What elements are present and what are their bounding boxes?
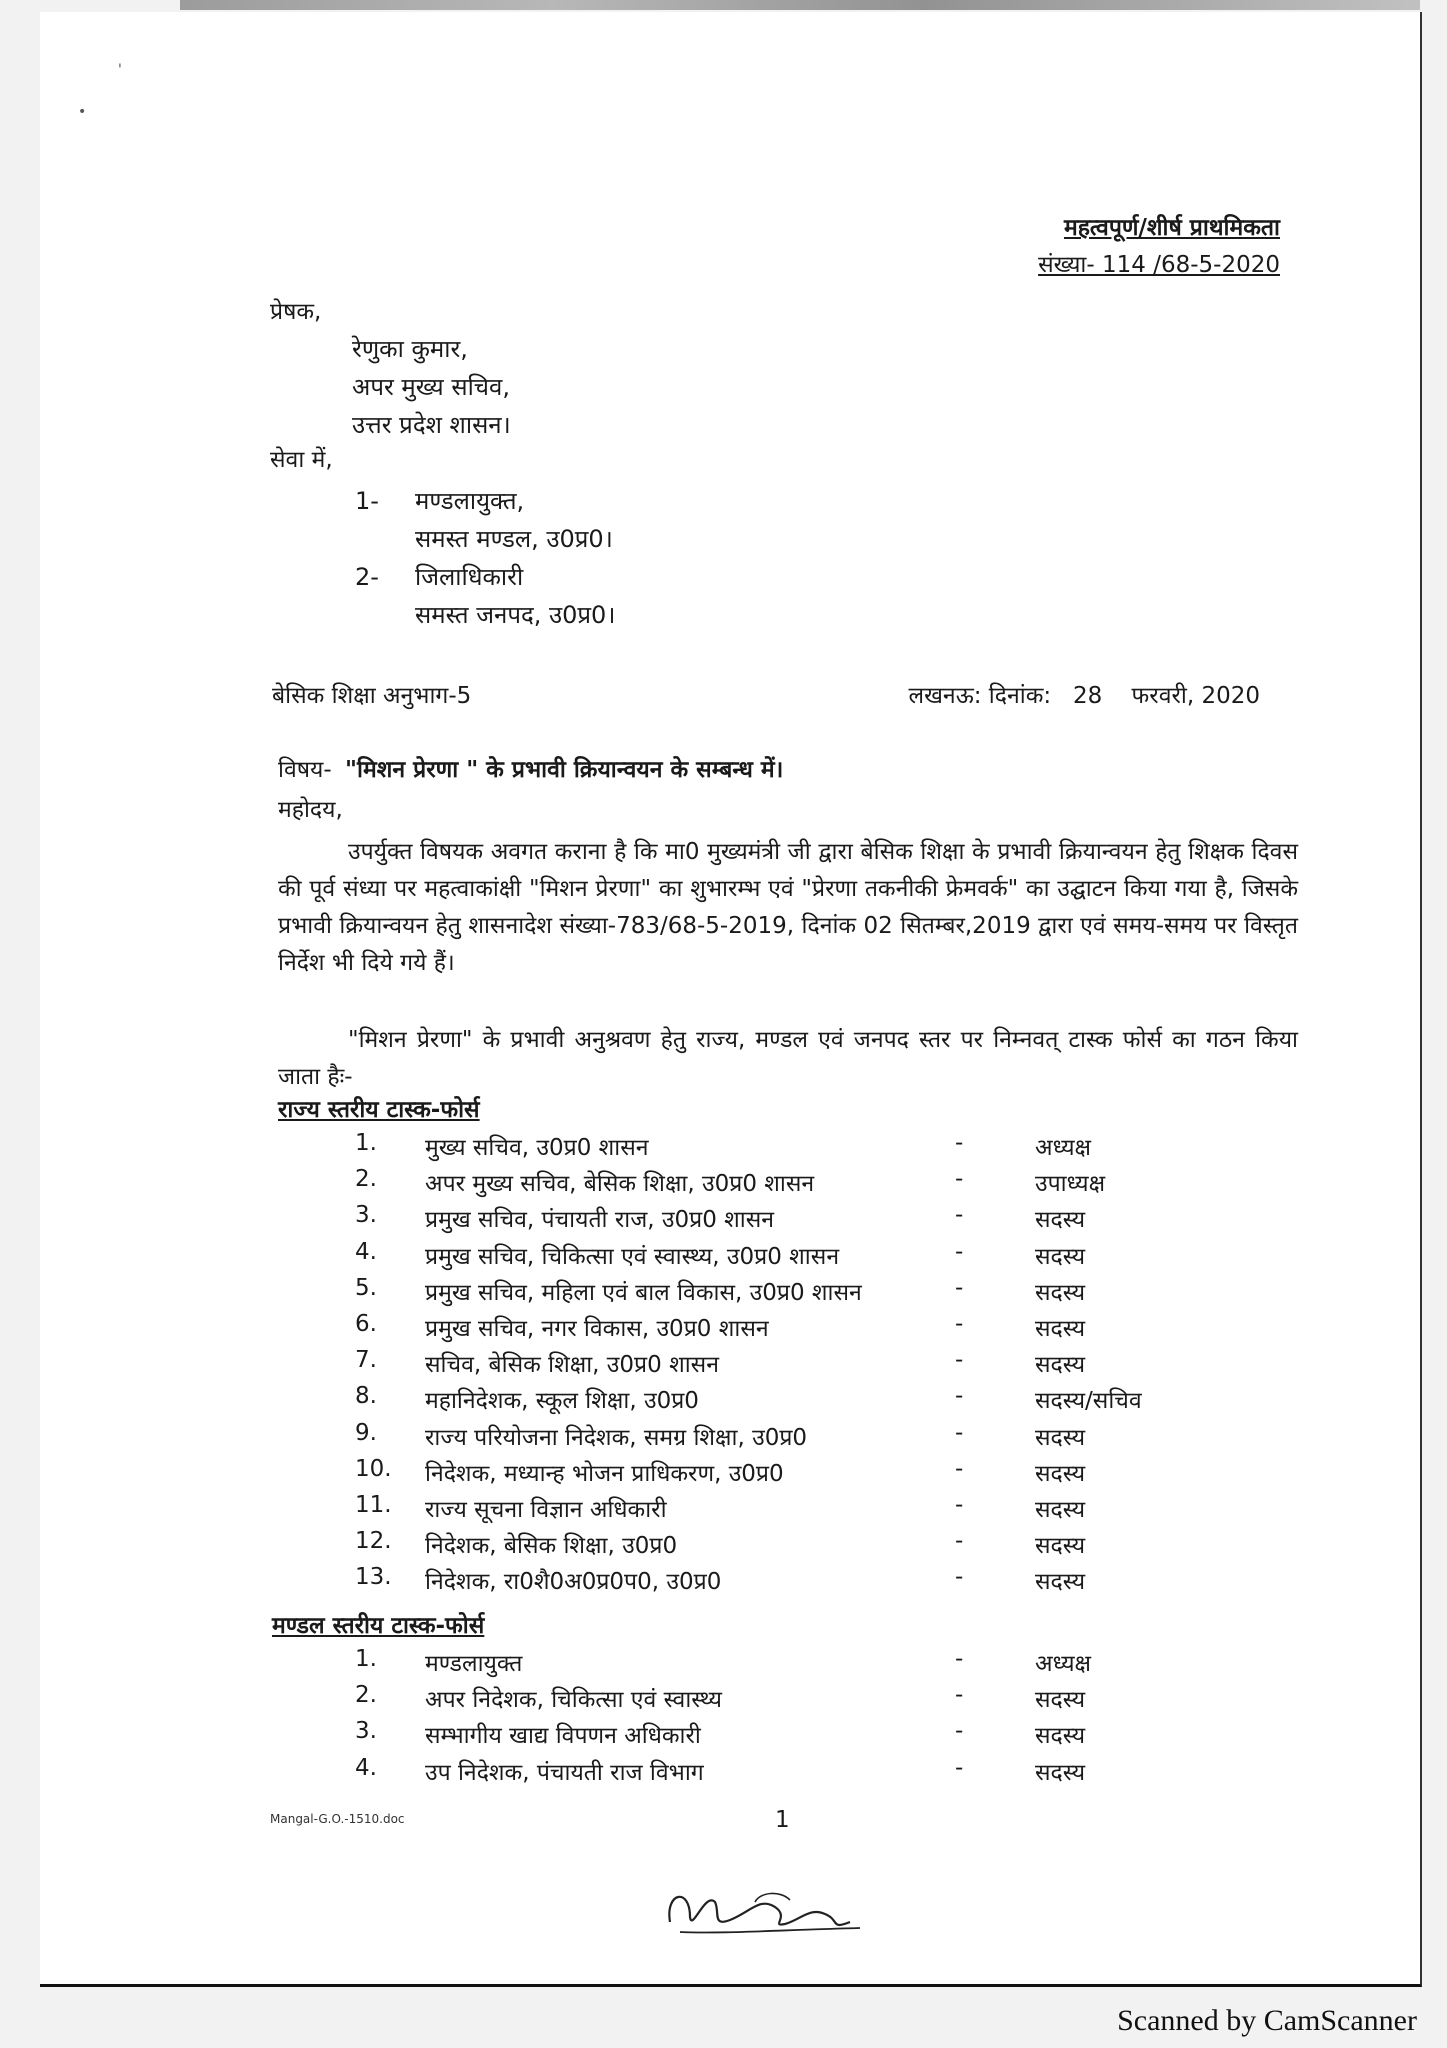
sender-label: प्रेषक, xyxy=(270,299,322,325)
member-designation: महानिदेशक, स्कूल शिक्षा, उ0प्र0 xyxy=(425,1388,699,1415)
member-role: सदस्य xyxy=(1035,1533,1086,1560)
member-number: 4. xyxy=(355,1754,377,1781)
subject-label: विषय- xyxy=(278,757,332,783)
document-page xyxy=(40,12,1422,1987)
task-force-row xyxy=(355,1646,1255,1682)
task-force-row xyxy=(355,1130,1255,1166)
separator-dash: - xyxy=(955,1166,964,1193)
member-role: सदस्य xyxy=(1035,1759,1086,1786)
member-designation: अपर निदेशक, चिकित्सा एवं स्वास्थ्य xyxy=(425,1687,723,1714)
member-designation: प्रमुख सचिव, पंचायती राज, उ0प्र0 शासन xyxy=(425,1207,775,1234)
separator-dash: - xyxy=(955,1754,964,1781)
signature xyxy=(660,1872,870,1952)
task-force-row xyxy=(355,1528,1255,1564)
task-force-row xyxy=(355,1239,1255,1275)
member-role: अध्यक्ष xyxy=(1035,1651,1092,1677)
member-designation: उप निदेशक, पंचायती राज विभाग xyxy=(425,1759,704,1786)
scan-edge xyxy=(180,0,1420,10)
scanner-watermark: Scanned by CamScanner xyxy=(1117,2004,1417,2037)
member-designation: निदेशक, मध्यान्ह भोजन प्राधिकरण, उ0प्र0 xyxy=(425,1460,784,1487)
member-role: सदस्य xyxy=(1035,1460,1086,1487)
member-role: सदस्य xyxy=(1035,1279,1086,1306)
page-number: 1 xyxy=(775,1807,790,1833)
task-force-row xyxy=(355,1311,1255,1347)
recipient-title: जिलाधिकारी xyxy=(415,563,524,591)
separator-dash: - xyxy=(955,1347,964,1374)
member-designation: प्रमुख सचिव, नगर विकास, उ0प्र0 शासन xyxy=(425,1316,769,1342)
member-designation: राज्य सूचना विज्ञान अधिकारी xyxy=(425,1497,667,1523)
recipient-block xyxy=(355,482,755,642)
member-role: सदस्य xyxy=(1035,1243,1086,1270)
separator-dash: - xyxy=(955,1682,964,1709)
recipient-label: सेवा में, xyxy=(270,447,333,473)
member-number: 11. xyxy=(355,1492,392,1518)
separator-dash: - xyxy=(955,1718,964,1745)
division-task-force-list xyxy=(355,1646,1255,1796)
member-number: 1. xyxy=(355,1646,377,1672)
letter-number: संख्या- 114 /68-5-2020 xyxy=(1038,252,1280,278)
member-number: 3. xyxy=(355,1202,377,1229)
separator-dash: - xyxy=(955,1383,964,1410)
member-number: 13. xyxy=(355,1564,392,1591)
member-number: 8. xyxy=(355,1383,377,1410)
member-designation: राज्य परियोजना निदेशक, समग्र शिक्षा, उ0प्र0 xyxy=(425,1424,808,1451)
separator-dash: - xyxy=(955,1528,964,1555)
state-task-force-heading: राज्य स्तरीय टास्क-फोर्स xyxy=(278,1097,480,1123)
separator-dash: - xyxy=(955,1419,964,1446)
member-role: अध्यक्ष xyxy=(1035,1135,1092,1161)
member-designation: मण्डलायुक्त xyxy=(425,1651,523,1677)
body-paragraph: उपर्युक्त विषयक अवगत कराना है कि मा0 मुख्यमंत्री जी द्वारा बेसिक शिक्षा के प्रभावी क्रियान्वयन हेतु शिक्षक दिवस की पूर्व संध्या पर महत्वाकांक्षी "मिशन प्रेरणा" का शुभारम्भ एवं "प्रेरणा तकनीकी फ्रेमवर्क" का उद्घाटन किया गया है, जिसके प्रभावी क्रियान्वयन हेतु शासनादेश संख्या-783/68-5-2019, दिनांक 02 सितम्बर,2019 द्वारा एवं समय-समय पर विस्तृत निर्देश भी दिये गये हैं। xyxy=(278,839,1298,976)
member-role: सदस्य xyxy=(1035,1207,1086,1234)
separator-dash: - xyxy=(955,1274,964,1301)
member-role: सदस्य xyxy=(1035,1569,1086,1596)
task-force-row xyxy=(355,1456,1255,1492)
task-force-row xyxy=(355,1166,1255,1202)
member-role: सदस्य xyxy=(1035,1352,1086,1379)
salutation: महोदय, xyxy=(278,797,343,823)
member-number: 9. xyxy=(355,1419,377,1446)
task-force-row xyxy=(355,1682,1255,1718)
footer-doc-name: Mangal-G.O.-1510.doc xyxy=(270,1812,405,1826)
separator-dash: - xyxy=(955,1311,964,1337)
member-role: सदस्य/सचिव xyxy=(1035,1388,1142,1415)
division-task-force-heading: मण्डल स्तरीय टास्क-फोर्स xyxy=(272,1613,485,1639)
member-role: उपाध्यक्ष xyxy=(1035,1171,1106,1198)
member-number: 2. xyxy=(355,1166,377,1193)
recipient-num: 2- xyxy=(355,563,379,591)
section-name: बेसिक शिक्षा अनुभाग-5 xyxy=(272,683,472,709)
recipient-num: 1- xyxy=(355,487,379,515)
member-designation: निदेशक, बेसिक शिक्षा, उ0प्र0 xyxy=(425,1533,678,1560)
member-number: 10. xyxy=(355,1455,392,1482)
sender-office: उत्तर प्रदेश शासन। xyxy=(352,411,511,439)
separator-dash: - xyxy=(955,1564,964,1591)
task-force-row xyxy=(355,1347,1255,1383)
separator-dash: - xyxy=(955,1238,964,1265)
recipient-title: मण्डलायुक्त, xyxy=(415,487,525,515)
member-role: सदस्य xyxy=(1035,1316,1086,1342)
priority-label: महत्वपूर्ण/शीर्ष प्राथमिकता xyxy=(1063,215,1280,241)
member-number: 3. xyxy=(355,1718,377,1745)
member-number: 5. xyxy=(355,1274,377,1301)
member-role: सदस्य xyxy=(1035,1424,1086,1451)
member-number: 12. xyxy=(355,1528,392,1555)
member-number: 7. xyxy=(355,1347,377,1374)
member-role: सदस्य xyxy=(1035,1723,1086,1750)
member-role: सदस्य xyxy=(1035,1687,1086,1714)
member-designation: निदेशक, रा0शै0अ0प्र0प0, उ0प्र0 xyxy=(425,1569,722,1596)
separator-dash: - xyxy=(955,1455,964,1482)
sender-designation: अपर मुख्य सचिव, xyxy=(352,373,511,401)
task-force-row xyxy=(355,1755,1255,1791)
task-force-row xyxy=(355,1202,1255,1238)
sender-name: रेणुका कुमार, xyxy=(352,335,468,363)
member-designation: सचिव, बेसिक शिक्षा, उ0प्र0 शासन xyxy=(425,1352,719,1379)
member-number: 6. xyxy=(355,1311,377,1337)
member-designation: अपर मुख्य सचिव, बेसिक शिक्षा, उ0प्र0 शासन xyxy=(425,1171,815,1198)
member-designation: सम्भागीय खाद्य विपणन अधिकारी xyxy=(425,1723,701,1750)
member-role: सदस्य xyxy=(1035,1497,1086,1523)
recipient-detail: समस्त जनपद, उ0प्र0। xyxy=(415,601,616,629)
task-force-row xyxy=(355,1718,1255,1754)
date-line: लखनऊ: दिनांक: 28 फरवरी, 2020 xyxy=(908,683,1260,709)
member-number: 4. xyxy=(355,1238,377,1265)
separator-dash: - xyxy=(955,1130,964,1156)
member-designation: प्रमुख सचिव, महिला एवं बाल विकास, उ0प्र0 शासन xyxy=(425,1279,862,1306)
member-number: 1. xyxy=(355,1130,377,1156)
body-paragraph: "मिशन प्रेरणा" के प्रभावी अनुश्रवण हेतु राज्य, मण्डल एवं जनपद स्तर पर निम्नवत् टास्क फोर्स का गठन किया जाता हैः- xyxy=(278,1027,1298,1090)
task-force-row xyxy=(355,1492,1255,1528)
recipient-detail: समस्त मण्डल, उ0प्र0। xyxy=(415,525,613,553)
scan-speck: ' xyxy=(118,62,122,78)
task-force-row xyxy=(355,1383,1255,1419)
task-force-row xyxy=(355,1275,1255,1311)
member-designation: प्रमुख सचिव, चिकित्सा एवं स्वास्थ्य, उ0प्र0 शासन xyxy=(425,1243,840,1270)
task-force-row xyxy=(355,1564,1255,1600)
scan-speck: • xyxy=(78,104,87,120)
separator-dash: - xyxy=(955,1202,964,1229)
state-task-force-list xyxy=(355,1130,1255,1610)
task-force-row xyxy=(355,1420,1255,1456)
sender-block xyxy=(352,330,511,444)
subject-text: "मिशन प्रेरणा " के प्रभावी क्रियान्वयन के सम्बन्ध में। xyxy=(345,757,784,783)
member-number: 2. xyxy=(355,1682,377,1709)
separator-dash: - xyxy=(955,1492,964,1518)
separator-dash: - xyxy=(955,1646,964,1672)
member-designation: मुख्य सचिव, उ0प्र0 शासन xyxy=(425,1135,649,1161)
